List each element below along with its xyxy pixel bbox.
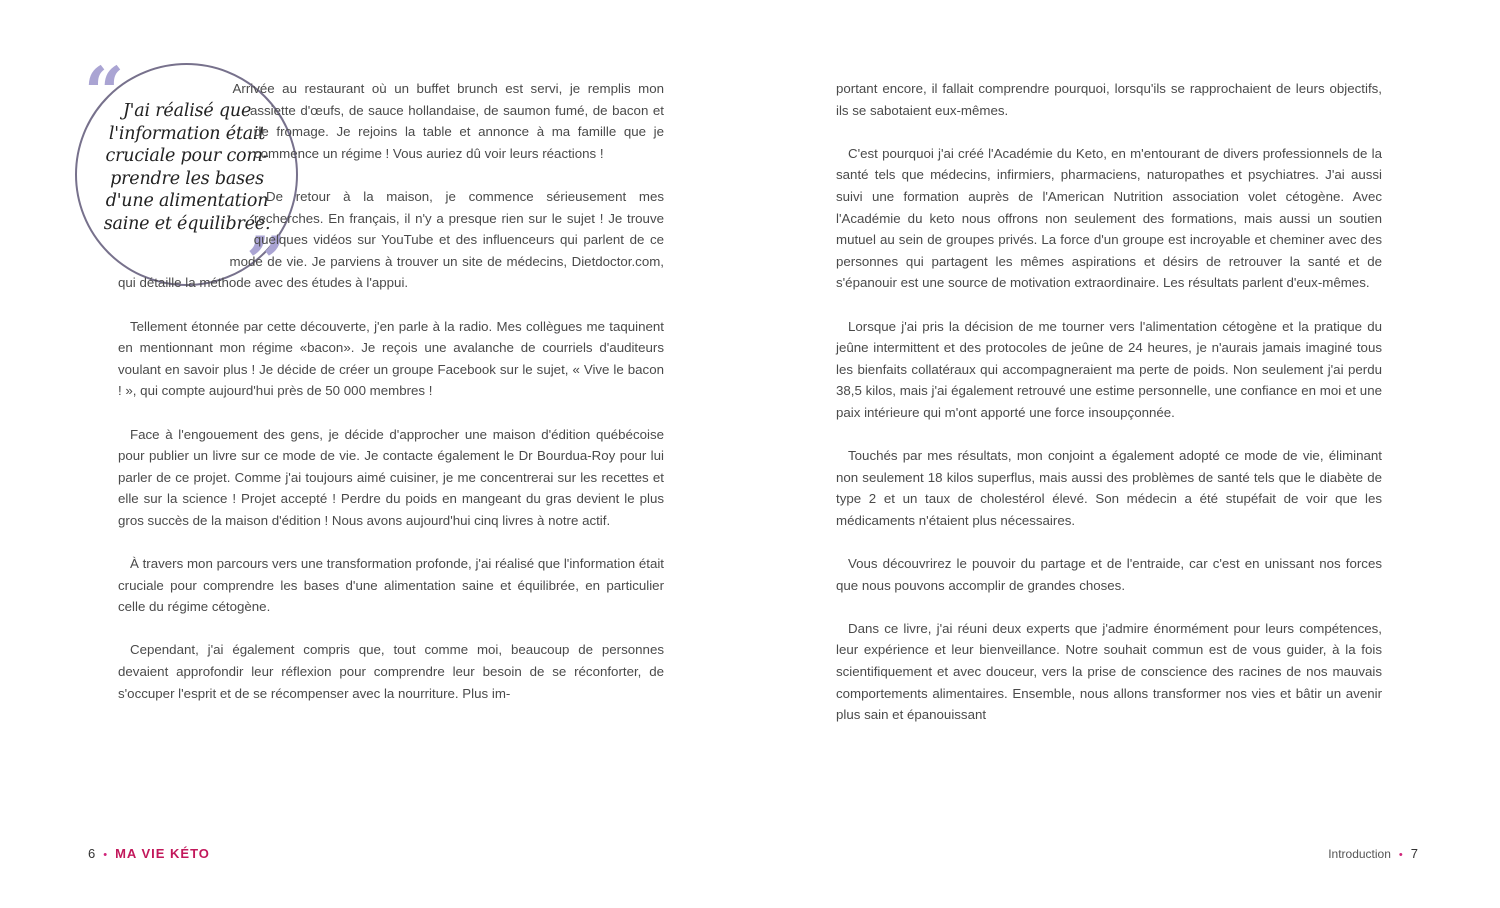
page-number: 7	[1410, 846, 1418, 861]
quote-wrap-spacer	[58, 63, 254, 277]
paragraph: Lorsque j'ai pris la décision de me tourner vers l'alimentation cétogène et la pratique du jeûne intermittent et des protocoles de jeûne de 24 heures, je n'aurais jamais imaginé tous les bienfaits collatéraux qui accompagneraient ma perte de poids. Non seulement j'ai perdu 38,5 kilos, mais j'ai également retrouvé une estime personnelle, une confiance en moi et une paix intérieure qui m'ont apporté une force insoupçonnée.	[836, 318, 1382, 420]
page-number: 6	[88, 846, 96, 861]
paragraph: C'est pourquoi j'ai créé l'Académie du Keto, en m'entourant de divers professionnels de la santé tels que médecins, infirmiers, pharmaciens, naturopathes et psychiatres. J'ai aussi suivi une formation auprès de l'American Nutrition association volet cétogène. Avec l'Académie du keto nous offrons non seulement des formations, mais aussi un soutien mutuel au sein de groupes privés. La force d'un groupe est incroyable et cheminer avec des personnes qui partagent les mêmes aspirations et désirs de retrouver la santé et de s'épanouir est une source de motivation extraordinaire. Les résultats parlent d'eux-mêmes.	[836, 145, 1382, 291]
right-page	[750, 0, 1500, 908]
close-quote-icon: ”	[246, 221, 287, 304]
chapter-title: Introduction	[1328, 847, 1391, 861]
paragraph: Arrivée au restaurant où un buffet brunch est servi, je remplis mon assiette d'œufs, de sauce hollandaise, de saumon fumé, de bacon et de fromage. Je rejoins la table et annonce à ma famille que je commence un régime ! Vous auriez dû voir leurs réactions !	[232, 81, 664, 161]
right-text-column	[836, 78, 1382, 726]
left-footer	[88, 845, 210, 864]
paragraph: Dans ce livre, j'ai réuni deux experts que j'admire énormément pour leurs compétences, leur expérience et leur bienveillance. Notre souhait commun est de vous guider, à la fois scientifiquement et avec douceur, vers la prise de conscience des racines de nos mauvais comportements alimentaires. Ensemble, nous allons transformer nos vies et bâtir un avenir plus sain et épanouissant	[836, 620, 1382, 723]
paragraph: Touchés par mes résultats, mon conjoint a également adopté ce mode de vie, éliminant non seulement 18 kilos superflus, mais aussi des problèmes de santé tels que le diabète de type 2 et un taux de cholestérol élevé. Son médecin a été stupéfait de voir que les médicaments n'étaient plus nécessaires.	[836, 448, 1382, 528]
paragraph: De retour à la maison, je commence sérieusement mes recherches. En français, il n'y a presque rien sur le sujet ! Je trouve quelques vidéos sur YouTube et des influenceurs qui parlent de ce mode de vie. Je parviens à trouver un site de médecins, Dietdoctor.com, qui détaille la méthode avec des études à l'appui.	[118, 188, 664, 291]
paragraph: portant encore, il fallait comprendre pourquoi, lorsqu'ils se rapprochaient de leurs objectifs, ils se sabotaient eux-mêmes.	[836, 81, 1382, 118]
paragraph: Tellement étonnée par cette découverte, j'en parle à la radio. Mes collègues me taquinent en mentionnant mon régime «bacon». Je reçois une avalanche de courriels d'auditeurs voulant en savoir plus ! Je décide de créer un groupe Facebook sur le sujet, « Vive le bacon ! », qui compte aujourd'hui près de 50 000 membres !	[118, 318, 664, 399]
book-title: MA VIE KÉTO	[115, 846, 210, 861]
paragraph: Vous découvrirez le pouvoir du partage et de l'entraide, car c'est en unissant nos forces que nous pouvons accomplir de grandes choses.	[836, 556, 1382, 593]
bullet-icon: •	[1398, 849, 1403, 861]
paragraph: Face à l'engouement des gens, je décide d'approcher une maison d'édition québécoise pour publier un livre sur ce mode de vie. Je contacte également le Dr Bourdua-Roy pour lui parler de ce projet. Comme j'ai toujours aimé cuisiner, je me concentrerai sur les recettes et elle sur la science ! Projet accepté ! Perdre du poids en mangeant du gras devient le plus gros succès de la maison d'édition ! Nous avons aujourd'hui cinq livres à notre actif.	[118, 426, 664, 528]
paragraph: Cependant, j'ai également compris que, tout comme moi, beaucoup de personnes devaient approfondir leur réflexion pour comprendre leur besoin de se réconforter, de s'occuper l'esprit et de se récompenser avec la nourriture. Plus im-	[118, 642, 664, 701]
pull-quote: J'ai réalisé que l'information était cruciale pour com- prendre les bases d'une alimentation saine et équilibrée.	[103, 101, 271, 234]
left-text-column	[118, 78, 664, 704]
open-quote-icon: “	[84, 51, 125, 134]
paragraph: À travers mon parcours vers une transformation profonde, j'ai réalisé que l'information était cruciale pour comprendre les bases d'une alimentation saine et équilibrée, en particulier celle du régime cétogène.	[118, 556, 664, 615]
bullet-icon: •	[103, 849, 108, 861]
right-footer	[1328, 845, 1418, 864]
